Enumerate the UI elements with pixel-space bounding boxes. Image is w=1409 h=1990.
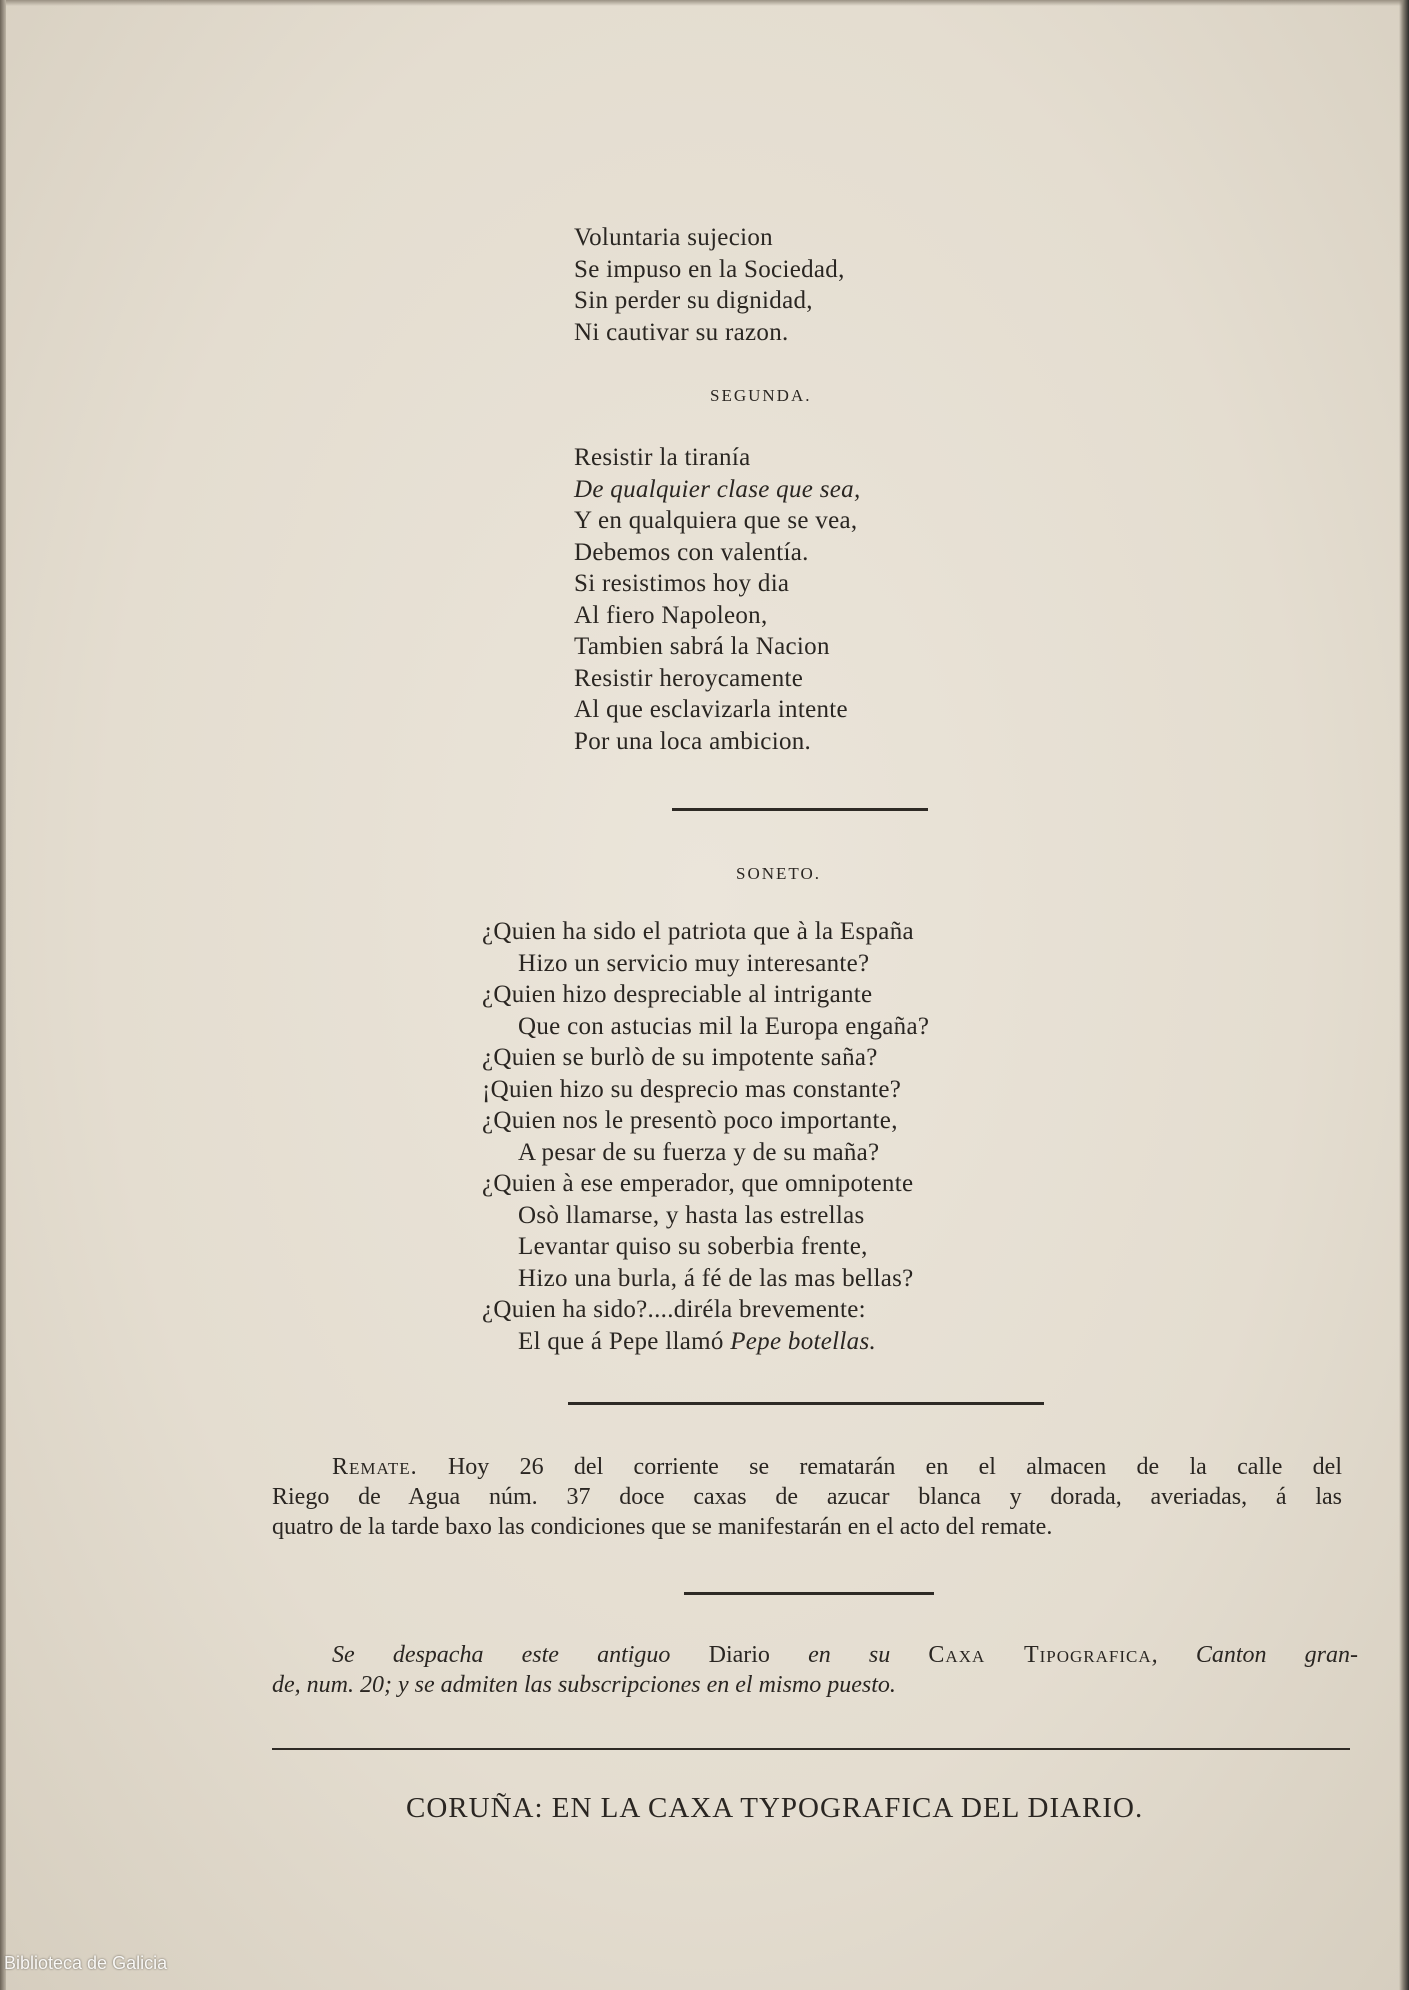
despacho-text-4: Caxa Tipografica bbox=[928, 1642, 1152, 1668]
verse-line: Tambien sabrá la Nacion bbox=[574, 633, 830, 660]
footer-rule bbox=[272, 1748, 1350, 1750]
verse-line: Al fiero Napoleon, bbox=[574, 601, 768, 629]
sonnet-last-line bbox=[482, 1326, 929, 1358]
library-watermark: Biblioteca de Galicia bbox=[4, 1953, 168, 1973]
page-edge-right bbox=[1399, 0, 1409, 1990]
divider-rule bbox=[568, 1402, 1044, 1405]
soneto-heading: SONETO. bbox=[736, 864, 821, 883]
sonnet-line: Hizo un servicio muy interesante? bbox=[518, 949, 870, 977]
sonnet-line: ¡Quien hizo su desprecio mas constante? bbox=[482, 1075, 902, 1103]
sonnet-last-line-italic: Pepe botellas. bbox=[730, 1327, 877, 1355]
remate-line-3: quatro de la tarde baxo las condiciones que se manifestarán en el acto del remate. bbox=[272, 1514, 1053, 1540]
sonnet-line: ¿Quien ha sido el patriota que à la España bbox=[482, 918, 914, 945]
sonnet bbox=[482, 916, 929, 1357]
imprint: CORUÑA: EN LA CAXA TYPOGRAFICA DEL DIARIO. bbox=[406, 1792, 1144, 1824]
sonnet-line: Que con astucias mil la Europa engaña? bbox=[518, 1012, 930, 1040]
verse-line: Resistir heroycamente bbox=[574, 664, 804, 692]
sonnet-line: ¿Quien ha sido?....diréla brevemente: bbox=[482, 1296, 866, 1323]
verse-line: Sin perder su dignidad, bbox=[574, 287, 813, 314]
verse-line: Ni cautivar su razon. bbox=[574, 318, 789, 346]
despacho-paragraph bbox=[272, 1640, 1358, 1700]
sonnet-line: Levantar quiso su soberbia frente, bbox=[518, 1233, 868, 1260]
remate-paragraph bbox=[272, 1452, 1342, 1542]
despacho-line-2: de, num. 20; y se admiten las subscripciones en el mismo puesto. bbox=[272, 1672, 896, 1698]
remate-label: Remate. bbox=[332, 1454, 418, 1480]
despacho-text-2: Diario bbox=[708, 1642, 770, 1668]
sonnet-line: ¿Quien hizo despreciable al intrigante bbox=[482, 981, 873, 1008]
divider-rule bbox=[672, 808, 928, 811]
verse-line: De qualquier clase que sea, bbox=[574, 475, 861, 503]
despacho-text-5: , Canton gran- bbox=[1151, 1642, 1358, 1668]
sonnet-line: ¿Quien nos le presentò poco importante, bbox=[482, 1107, 898, 1134]
verse-line: Resistir la tiranía bbox=[574, 444, 751, 471]
segunda-stanza bbox=[574, 442, 861, 757]
verse-line: Voluntaria sujecion bbox=[574, 224, 773, 251]
despacho-text-1: Se despacha este antiguo bbox=[332, 1642, 709, 1668]
sonnet-line: Osò llamarse, y hasta las estrellas bbox=[518, 1201, 865, 1229]
divider-rule bbox=[684, 1592, 934, 1595]
stanza-one bbox=[574, 222, 845, 348]
sonnet-line: Hizo una burla, á fé de las mas bellas? bbox=[518, 1264, 914, 1292]
verse-line: Al que esclavizarla intente bbox=[574, 696, 848, 723]
verse-line: Debemos con valentía. bbox=[574, 538, 809, 566]
segunda-heading: SEGUNDA. bbox=[710, 386, 812, 405]
page-edge-left bbox=[0, 0, 6, 1990]
sonnet-line: ¿Quien se burlò de su impotente saña? bbox=[482, 1044, 878, 1071]
verse-line: Y en qualquiera que se vea, bbox=[574, 507, 858, 534]
verse-line: Por una loca ambicion. bbox=[574, 727, 812, 755]
sonnet-line: ¿Quien à ese emperador, que omnipotente bbox=[482, 1170, 914, 1197]
verse-line: Si resistimos hoy dia bbox=[574, 570, 790, 597]
remate-line-2: Riego de Agua núm. 37 doce caxas de azucar blanca y dorada, averiadas, á las bbox=[272, 1484, 1342, 1510]
despacho-line-1 bbox=[272, 1640, 1358, 1670]
verse-line: Se impuso en la Sociedad, bbox=[574, 255, 845, 283]
despacho-text-3: en su bbox=[769, 1642, 929, 1668]
remate-line-1 bbox=[272, 1452, 1342, 1482]
sonnet-last-line-prefix: El que á Pepe llamó bbox=[518, 1327, 731, 1355]
sonnet-line: A pesar de su fuerza y de su maña? bbox=[518, 1138, 880, 1166]
page-edge-top bbox=[0, 0, 1409, 6]
remate-line-1-text: Hoy 26 del corriente se rematarán en el almacen de la calle del bbox=[417, 1454, 1342, 1480]
